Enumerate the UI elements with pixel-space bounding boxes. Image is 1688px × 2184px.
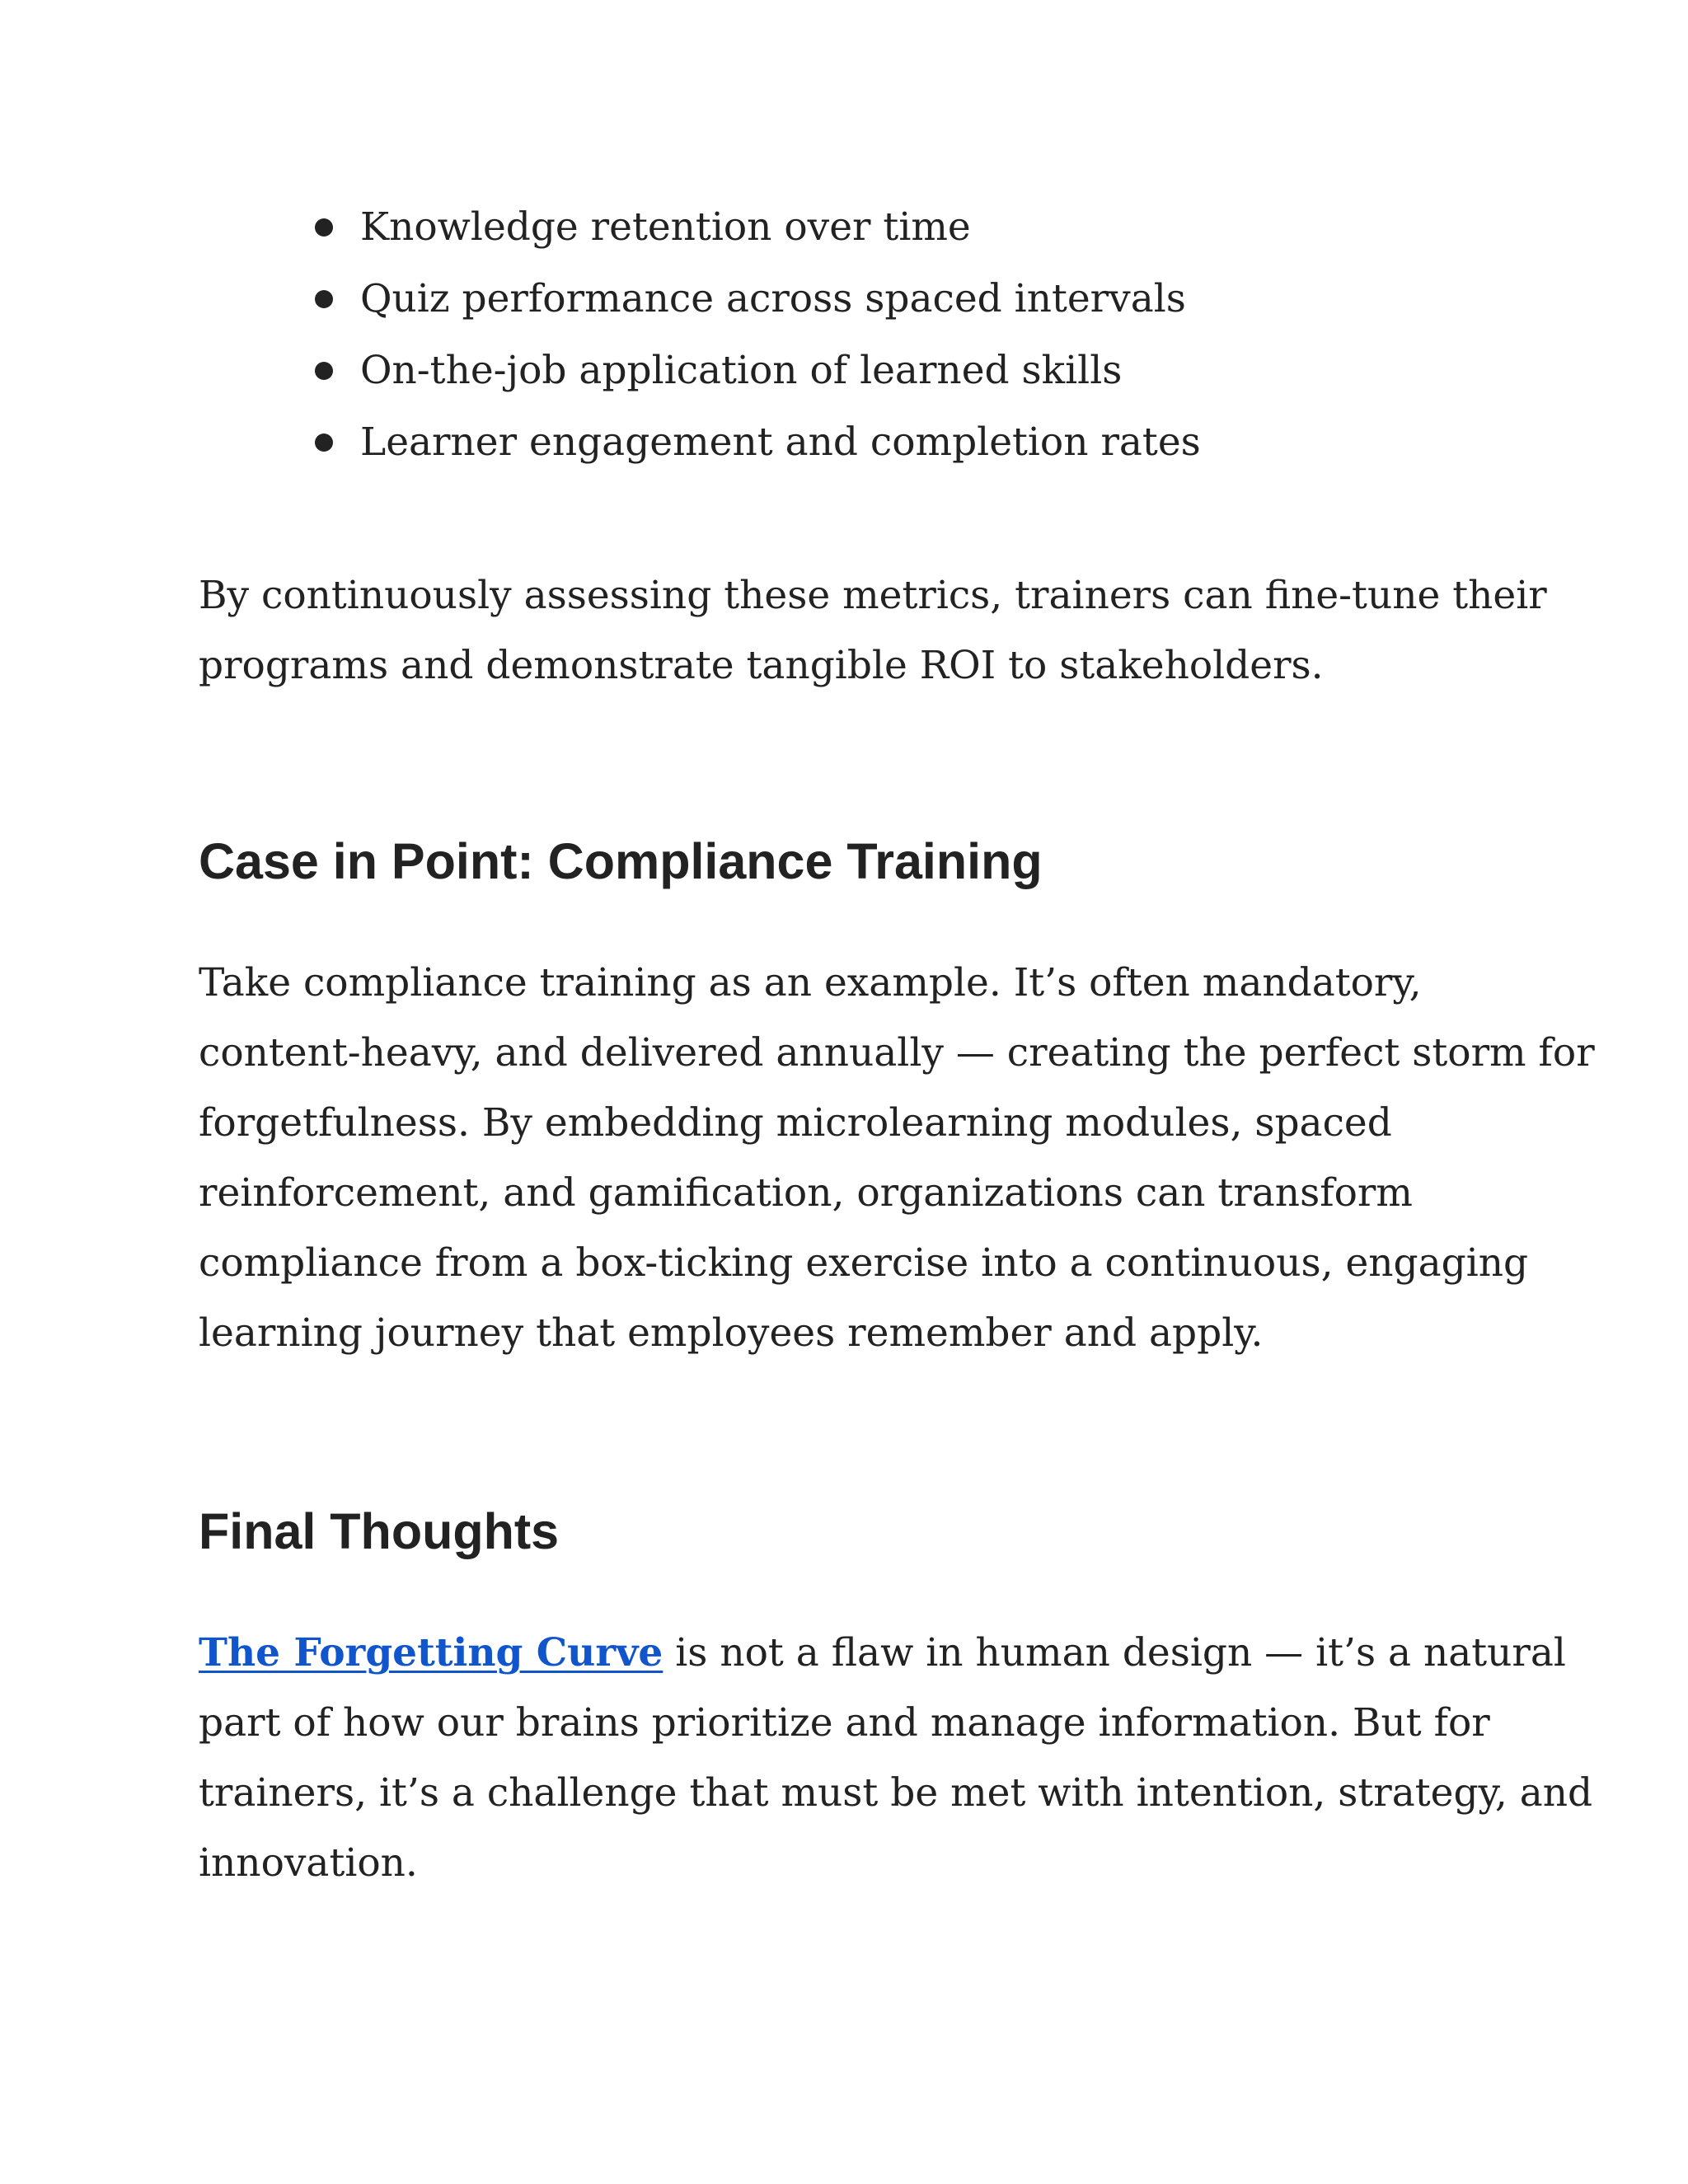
paragraph-line: compliance from a box-ticking exercise into a continuous, engaging (199, 1240, 1529, 1286)
bullet-icon (315, 434, 333, 452)
final-thoughts-heading: Final Thoughts (199, 1503, 560, 1559)
paragraph-line: reinforcement, and gamification, organizations can transform (199, 1170, 1413, 1216)
paragraph-line: part of how our brains prioritize and manage information. But for (199, 1700, 1490, 1746)
paragraph-line: programs and demonstrate tangible ROI to stakeholders. (199, 643, 1324, 688)
forgetting-curve-link[interactable]: The Forgetting Curve (199, 1630, 663, 1675)
case-paragraph (199, 948, 1595, 1368)
list-item-text: On-the-job application of learned skills (360, 348, 1123, 393)
metrics-paragraph (199, 560, 1547, 701)
final-paragraph (199, 1618, 1593, 1898)
paragraph-line-rest: is not a flaw in human design — it’s a natural (663, 1630, 1566, 1675)
list-item (313, 335, 1201, 406)
list-item (313, 191, 1201, 263)
list-item (313, 263, 1201, 335)
case-section-heading: Case in Point: Compliance Training (199, 833, 1043, 889)
bullet-icon (315, 362, 333, 380)
bullet-icon (315, 290, 333, 308)
list-item-text: Knowledge retention over time (360, 204, 971, 250)
paragraph-line: learning journey that employees remember and apply. (199, 1310, 1264, 1356)
list-item (313, 406, 1201, 478)
paragraph-line: Take compliance training as an example. It’s often mandatory, (199, 960, 1422, 1005)
list-item-text: Quiz performance across spaced intervals (360, 276, 1186, 321)
paragraph-line: innovation. (199, 1840, 418, 1886)
bullet-icon (315, 218, 333, 237)
paragraph-line: By continuously assessing these metrics, trainers can fine-tune their (199, 573, 1547, 618)
paragraph-line (199, 1618, 1566, 1688)
paragraph-line: content-heavy, and delivered annually — creating the perfect storm for (199, 1030, 1595, 1076)
paragraph-line: trainers, it’s a challenge that must be met with intention, strategy, and (199, 1770, 1593, 1816)
paragraph-line: forgetfulness. By embedding microlearning modules, spaced (199, 1100, 1392, 1146)
metrics-bullet-list (313, 191, 1201, 478)
list-item-text: Learner engagement and completion rates (360, 419, 1201, 465)
